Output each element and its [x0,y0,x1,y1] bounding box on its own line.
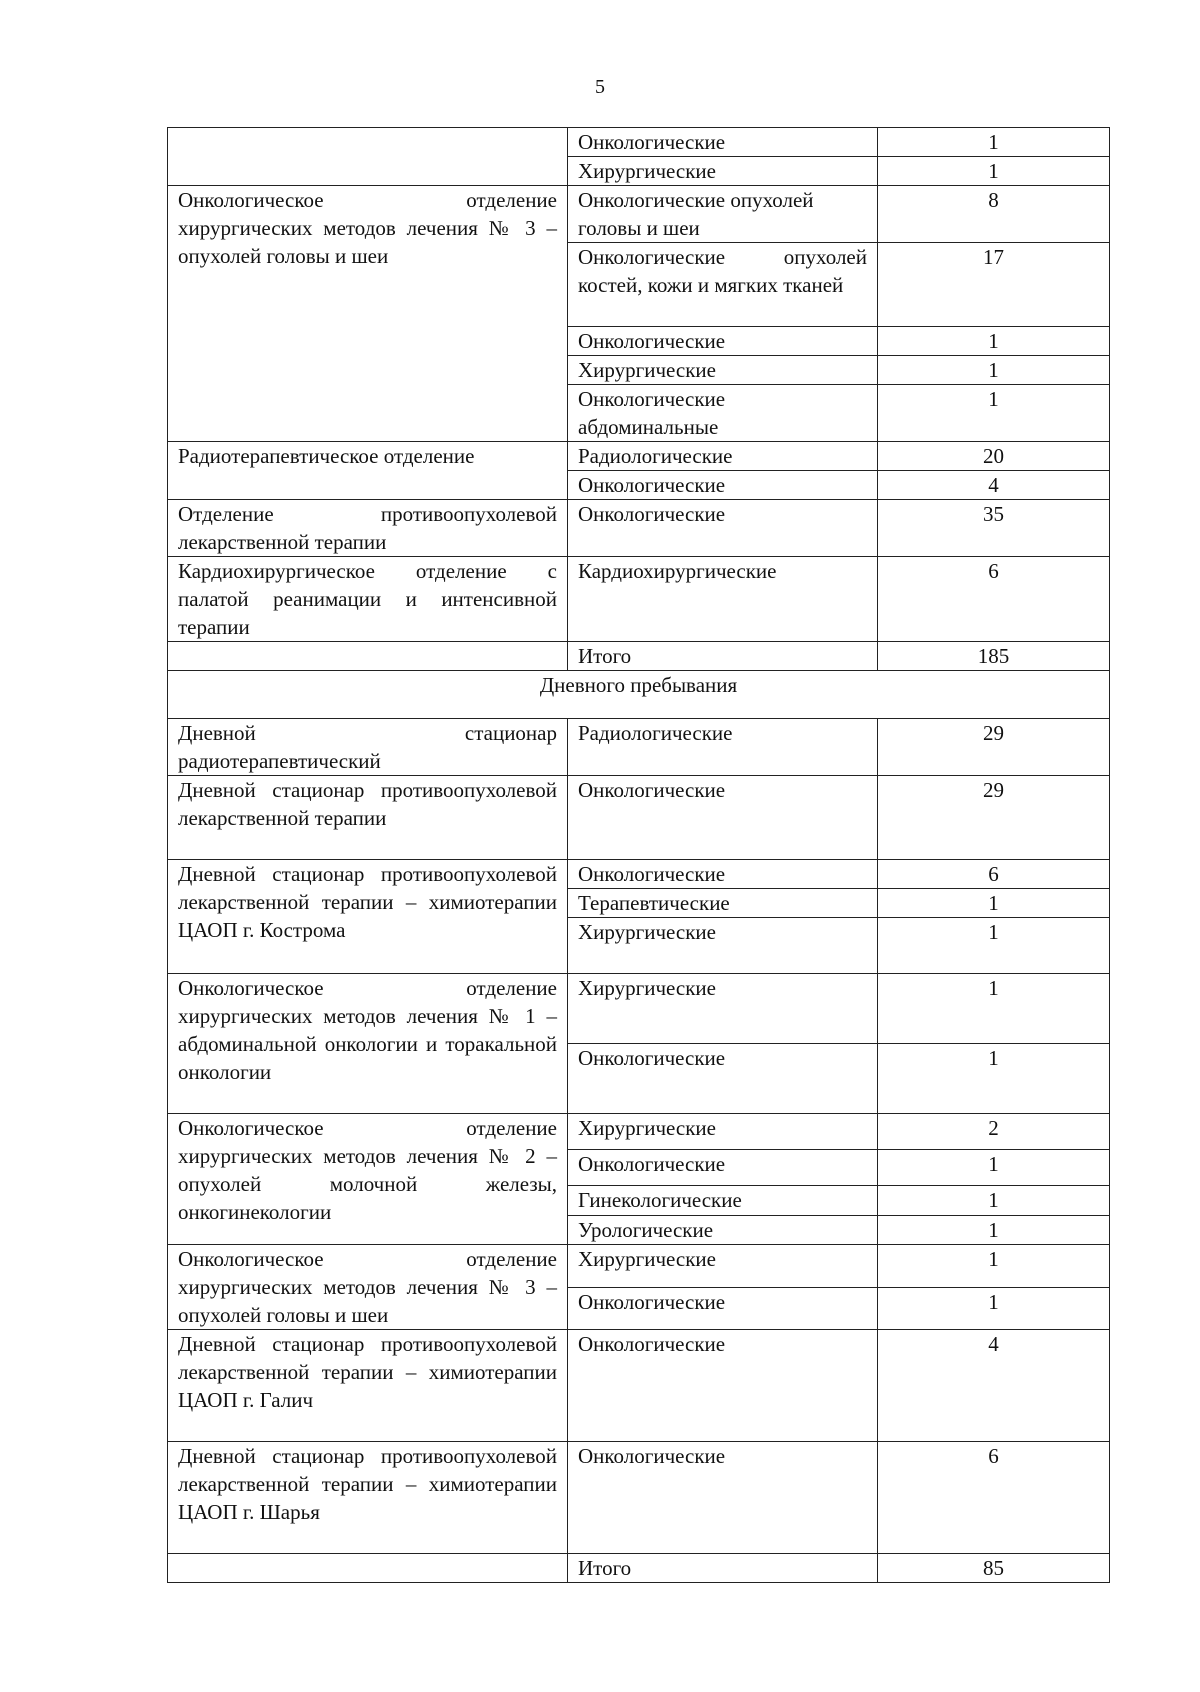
profile-cell: Онкологические [568,1150,878,1186]
beds-cell: 35 [878,500,1110,557]
department-cell: Онкологическое отделение хирургических методов лечения № 2 – опухолей молочной железы, онкогинекологии [168,1114,568,1245]
profile-cell: Хирургические [568,1114,878,1150]
department-cell: Дневной стационар противоопухолевой лекарственной терапии – химиотерапии ЦАОП г. Кострома [168,860,568,974]
total-row [168,642,1110,671]
beds-cell: 1 [878,1186,1110,1216]
profile-cell: Онкологические [568,1442,878,1554]
department-cell: Кардиохирургическое отделение с палатой реанимации и интенсивной терапии [168,557,568,642]
profile-cell: Радиологические [568,719,878,776]
department-cell: Дневной стационар противоопухолевой лекарственной терапии – химиотерапии ЦАОП г. Галич [168,1330,568,1442]
department-cell: Отделение противоопухолевой лекарственной терапии [168,500,568,557]
profile-cell: Онкологические [568,776,878,860]
profile-cell: Онкологические [568,1330,878,1442]
department-cell: Онкологическое отделение хирургических методов лечения № 3 – опухолей головы и шеи [168,1245,568,1330]
profile-cell: Онкологические [568,471,878,500]
total-value: 185 [878,642,1110,671]
profile-cell: Онкологические [568,1044,878,1114]
section-title: Дневного пребывания [168,671,1110,719]
bed-capacity-table [167,127,1110,1583]
page-number: 5 [595,76,605,98]
profile-cell: Хирургические [568,157,878,186]
department-cell: Онкологическое отделение хирургических методов лечения № 3 – опухолей головы и шеи [168,186,568,442]
beds-cell: 29 [878,719,1110,776]
beds-cell: 1 [878,1150,1110,1186]
beds-cell: 4 [878,471,1110,500]
beds-cell: 1 [878,918,1110,974]
beds-cell: 6 [878,557,1110,642]
profile-cell: Гинекологические [568,1186,878,1216]
profile-cell: Хирургические [568,1245,878,1288]
profile-cell: Онкологические [568,128,878,157]
beds-cell: 4 [878,1330,1110,1442]
beds-cell: 1 [878,157,1110,186]
table-row [168,974,1110,1044]
department-cell: Дневной стационар противоопухолевой лекарственной терапии [168,776,568,860]
beds-cell: 17 [878,243,1110,327]
empty-cell [168,642,568,671]
beds-cell: 1 [878,974,1110,1044]
profile-cell: Хирургические [568,918,878,974]
profile-cell: Онкологические [568,327,878,356]
profile-cell: Радиологические [568,442,878,471]
beds-cell: 1 [878,385,1110,442]
profile-cell: Онкологические [568,500,878,557]
table-row [168,500,1110,557]
beds-cell: 8 [878,186,1110,243]
beds-cell: 1 [878,1216,1110,1245]
profile-cell: Онкологические опухолей костей, кожи и мягких тканей [568,243,878,327]
profile-cell: Онкологические [568,860,878,889]
profile-cell: Кардиохирургические [568,557,878,642]
table-row [168,776,1110,860]
profile-cell: Хирургические [568,356,878,385]
profile-cell: Урологические [568,1216,878,1245]
beds-cell: 1 [878,356,1110,385]
profile-cell: Онкологические [568,1287,878,1330]
total-value: 85 [878,1554,1110,1583]
total-row [168,1554,1110,1583]
beds-cell: 1 [878,128,1110,157]
department-cell: Онкологическое отделение хирургических методов лечения № 1 – абдоминальной онкологии и торакальной онкологии [168,974,568,1114]
table-row [168,860,1110,889]
beds-cell: 1 [878,1245,1110,1288]
beds-cell: 20 [878,442,1110,471]
beds-cell: 6 [878,1442,1110,1554]
beds-cell: 29 [878,776,1110,860]
table-row [168,1114,1110,1150]
table-row [168,557,1110,642]
table-row [168,1245,1110,1288]
section-row [168,671,1110,719]
table-row [168,128,1110,157]
profile-cell: Хирургические [568,974,878,1044]
profile-cell: Терапевтические [568,889,878,918]
beds-cell: 1 [878,1287,1110,1330]
total-label: Итого [568,642,878,671]
table-row [168,1442,1110,1554]
department-cell: Дневной стационар радиотерапевтический [168,719,568,776]
total-label: Итого [568,1554,878,1583]
empty-cell [168,1554,568,1583]
table-row [168,719,1110,776]
profile-cell: Онкологические абдоминальные [568,385,878,442]
department-cell: Дневной стационар противоопухолевой лекарственной терапии – химиотерапии ЦАОП г. Шарья [168,1442,568,1554]
department-cell [168,128,568,186]
beds-cell: 6 [878,860,1110,889]
table-row [168,442,1110,471]
beds-cell: 1 [878,1044,1110,1114]
table-row [168,1330,1110,1442]
beds-cell: 1 [878,889,1110,918]
department-cell: Радиотерапевтическое отделение [168,442,568,500]
profile-cell: Онкологические опухолей головы и шеи [568,186,878,243]
beds-cell: 1 [878,327,1110,356]
beds-cell: 2 [878,1114,1110,1150]
table-row [168,186,1110,243]
